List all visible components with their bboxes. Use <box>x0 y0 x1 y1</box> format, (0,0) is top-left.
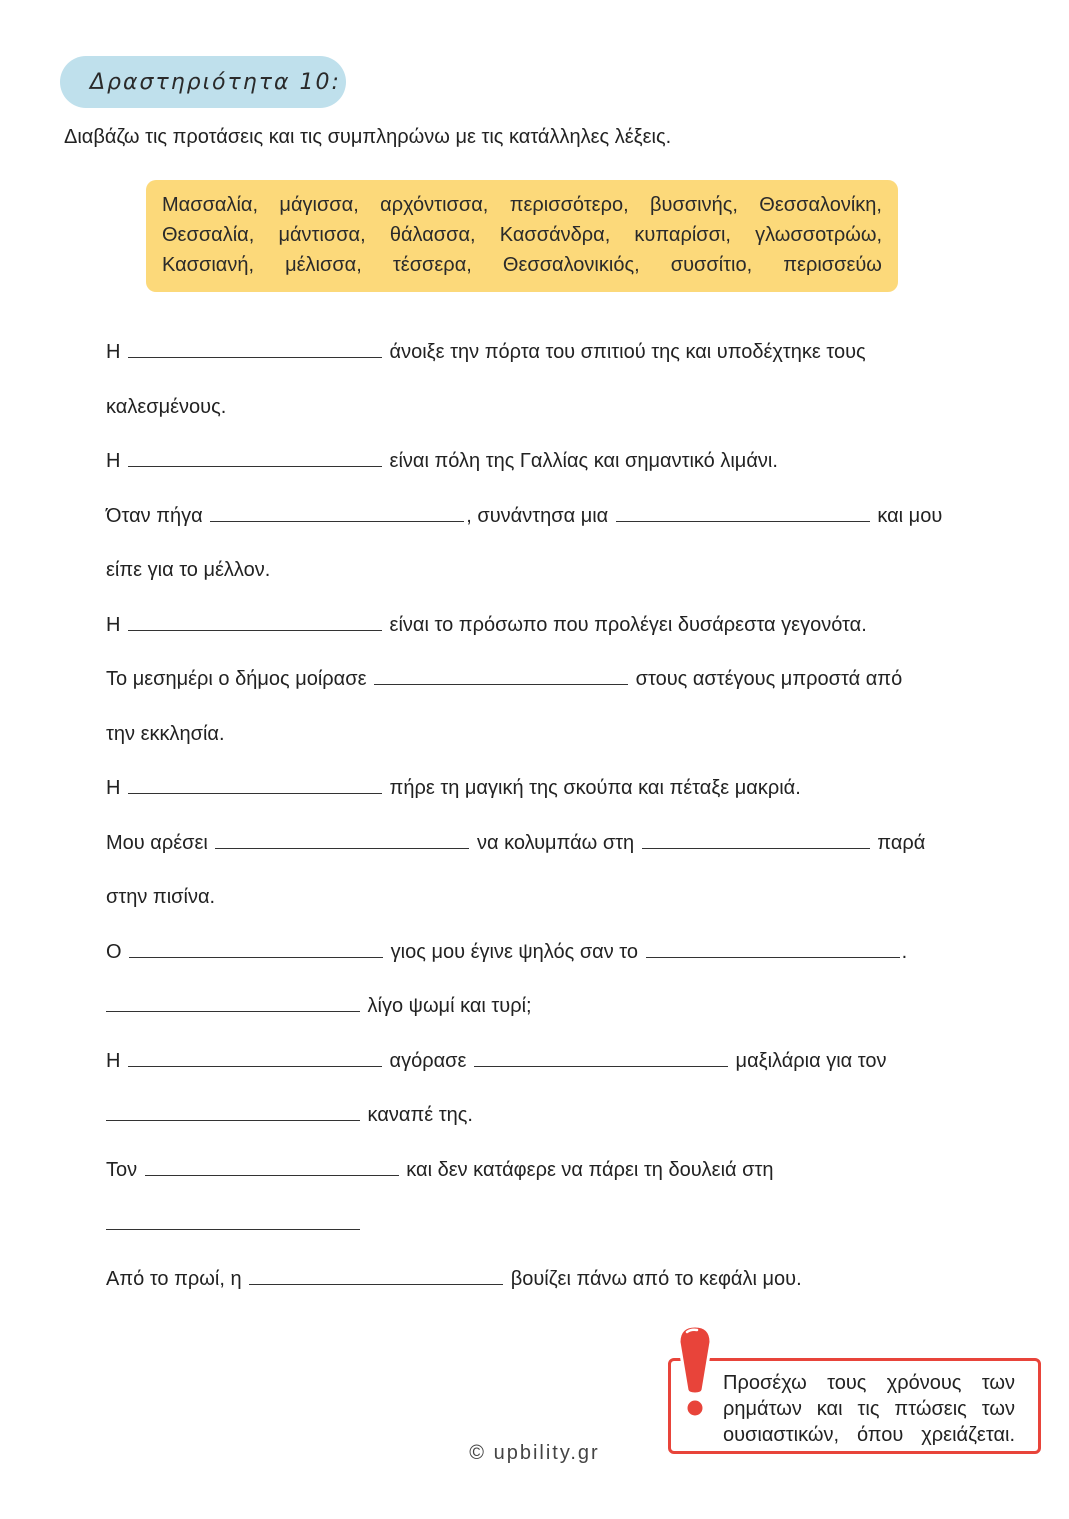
word-item: μέλισσα, <box>285 254 362 276</box>
sentence-line <box>106 1154 976 1209</box>
sentence-text: αγόρασε <box>384 1049 472 1072</box>
sentence-line <box>106 827 976 882</box>
word-item: μάγισσα, <box>279 194 359 216</box>
word-bank-line <box>162 250 882 280</box>
notice-line: Προσέχω τους χρόνους των <box>723 1372 1015 1394</box>
sentence-line <box>106 391 976 446</box>
sentence-text: Ο <box>106 940 128 963</box>
sentence-line <box>106 1263 976 1318</box>
fill-in-blank[interactable] <box>128 337 382 358</box>
fill-in-blank[interactable] <box>646 937 900 958</box>
sentence-line <box>106 336 976 391</box>
notice-line: ρημάτων και τις πτώσεις των <box>723 1398 1015 1420</box>
word-item: συσσίτιο, <box>670 254 753 276</box>
word-bank <box>146 180 898 292</box>
sentence-line <box>106 445 976 500</box>
sentence-text: παρά <box>871 831 926 854</box>
sentence-text: και δεν κατάφερε να πάρει τη δουλειά στη <box>400 1158 774 1181</box>
fill-in-blank[interactable] <box>474 1046 728 1067</box>
word-item: γλωσσοτρώω, <box>755 224 882 246</box>
word-item: θάλασσα, <box>389 224 476 246</box>
notice-line: ουσιαστικών, όπου χρειάζεται. <box>723 1424 1015 1446</box>
sentence-line <box>106 609 976 664</box>
sentence-text: είναι το πρόσωπο που προλέγει δυσάρεστα γεγονότα. <box>384 613 867 636</box>
sentence-text: Η <box>106 341 126 363</box>
sentence-text: Η <box>106 613 126 636</box>
sentence-text: Μου αρέσει <box>106 831 214 854</box>
sentence-text: είπε για το μέλλον. <box>106 559 271 581</box>
sentence-text: στους αστέγους μπροστά από <box>630 668 903 690</box>
exclamation-icon <box>675 1324 715 1420</box>
word-item: Μασσαλία, <box>162 194 259 216</box>
sentence-text: μαξιλάρια για τον <box>730 1049 887 1072</box>
sentence-text: Η <box>106 450 126 472</box>
word-item: Θεσσαλονίκη, <box>759 194 882 216</box>
sentence-line <box>106 1208 976 1263</box>
word-item: Θεσσαλονικιός, <box>502 254 640 276</box>
sentence-text: στην πισίνα. <box>106 886 216 908</box>
notice-box <box>668 1358 1041 1454</box>
sentence-text: είναι πόλη της Γαλλίας και σημαντικό λιμάνι. <box>384 450 778 472</box>
sentence-text: και μου <box>871 504 943 527</box>
fill-in-blank[interactable] <box>215 828 469 849</box>
word-bank-line <box>162 190 882 220</box>
fill-in-blank[interactable] <box>642 828 870 849</box>
sentence-text: καναπέ της. <box>362 1104 473 1126</box>
sentence-text: Τον <box>106 1158 143 1181</box>
sentence-text: Το μεσημέρι ο δήμος μοίρασε <box>106 668 373 690</box>
sentence-text: Όταν πήγα <box>106 504 209 527</box>
fill-in-blank[interactable] <box>616 501 870 522</box>
fill-in-blank[interactable] <box>106 1100 360 1121</box>
sentence-line <box>106 990 976 1045</box>
sentence-text: λίγο ψωμί και τυρί; <box>362 995 532 1017</box>
activity-title: Δραστηριότητα 10: <box>60 56 346 108</box>
notice-text <box>723 1370 1015 1448</box>
sentence-line <box>106 663 976 718</box>
sentence-line <box>106 718 976 773</box>
word-item: Κασσάνδρα, <box>499 224 611 246</box>
fill-in-blank[interactable] <box>128 446 382 467</box>
sentence-line <box>106 1099 976 1154</box>
sentence-text: Από το πρωί, η <box>106 1267 248 1290</box>
sentence-text: πήρε τη μαγική της σκούπα και πέταξε μακριά. <box>384 777 801 799</box>
fill-in-blank[interactable] <box>128 610 382 631</box>
word-item: Κασσιανή, <box>162 254 255 276</box>
exercise-sentences <box>106 336 976 1317</box>
word-item: μάντισσα, <box>278 224 366 246</box>
sentence-text: βουίζει πάνω από το κεφάλι μου. <box>505 1267 802 1290</box>
sentence-line <box>106 554 976 609</box>
sentence-text: να κολυμπάω στη <box>471 831 640 854</box>
word-item: κυπαρίσσι, <box>634 224 731 246</box>
fill-in-blank[interactable] <box>129 937 383 958</box>
sentence-line <box>106 500 976 555</box>
word-item: περισσότερο, <box>509 194 629 216</box>
fill-in-blank[interactable] <box>145 1155 399 1176</box>
sentence-text: καλεσμένους. <box>106 395 227 418</box>
footer-copyright: © upbility.gr <box>469 1442 600 1464</box>
word-item: περισσεύω <box>783 254 882 276</box>
fill-in-blank[interactable] <box>106 1209 360 1230</box>
sentence-line <box>106 1045 976 1100</box>
sentence-line <box>106 881 976 936</box>
sentence-text: άνοιξε την πόρτα του σπιτιού της και υποδέχτηκε τους <box>384 341 866 363</box>
word-item: βυσσινής, <box>650 194 738 216</box>
fill-in-blank[interactable] <box>128 1046 382 1067</box>
sentence-text: Η <box>106 777 126 799</box>
sentence-text: Η <box>106 1049 126 1072</box>
fill-in-blank[interactable] <box>249 1264 503 1285</box>
sentence-text: γιος μου έγινε ψηλός σαν το <box>385 940 644 963</box>
word-item: αρχόντισσα, <box>380 194 489 216</box>
word-bank-line <box>162 220 882 250</box>
sentence-line <box>106 936 976 991</box>
fill-in-blank[interactable] <box>106 991 360 1012</box>
fill-in-blank[interactable] <box>374 664 628 685</box>
sentence-text: , συνάντησα μια <box>466 504 614 527</box>
fill-in-blank[interactable] <box>128 773 382 794</box>
sentence-line <box>106 772 976 827</box>
instruction-text: Διαβάζω τις προτάσεις και τις συμπληρώνω με τις κατάλληλες λέξεις. <box>64 126 672 148</box>
word-item: τέσσερα, <box>392 254 472 276</box>
fill-in-blank[interactable] <box>210 501 464 522</box>
sentence-text: . <box>901 940 908 963</box>
word-item: Θεσσαλία, <box>162 224 255 246</box>
sentence-text: την εκκλησία. <box>106 722 225 745</box>
